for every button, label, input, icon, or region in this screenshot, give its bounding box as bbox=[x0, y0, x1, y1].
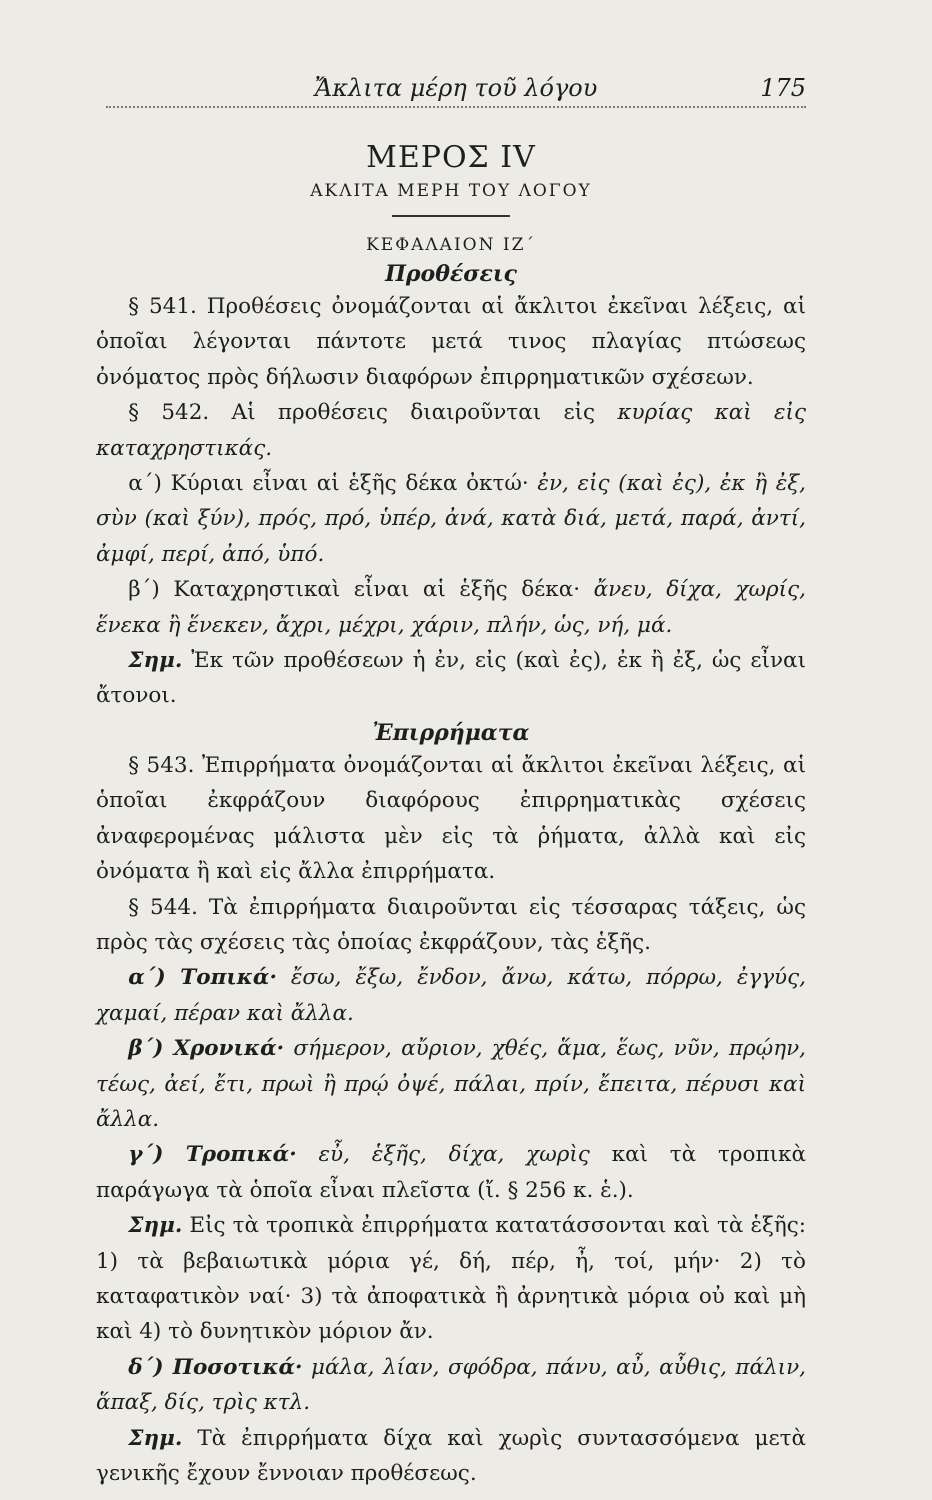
paragraph-542-terms: κυρίας καὶ εἰς καταχρηστικάς. bbox=[96, 400, 806, 461]
adverbs-quantity bbox=[96, 1350, 806, 1421]
paragraph-542b-list: ἄνευ, δίχα, χωρίς, ἕνεκα ἢ ἕνεκεν, ἄχρι, μέχρι, χάριν, πλήν, ὡς, νή, μά. bbox=[96, 577, 806, 638]
chapter-title: ΚΕΦΑΛΑΙΟΝ ΙΖ΄ bbox=[366, 235, 536, 255]
adverbs-modal-rest: καὶ τὰ τροπικὰ παράγωγα τὰ ὁποῖα εἶναι πλεῖστα (ἴ. § 256 κ. ἑ.). bbox=[96, 1142, 806, 1203]
note-2-text: Εἰς τὰ τροπικὰ ἐπιρρήματα κατατάσσονται καὶ τὰ ἑξῆς: 1) τὰ βεβαιωτικὰ μόρια γέ, δή, πέρ, ἦ, τοί, μήν· 2) τὸ καταφατικὸν ναί· 3) τὰ ἀποφατικὰ ἢ ἀρνητικὰ μόρια οὐ καὶ μὴ καὶ 4) τὸ δυνητικὸν μόριον ἄν. bbox=[96, 1213, 806, 1345]
adverbs-modal-list: εὖ, ἑξῆς, δίχα, χωρὶς bbox=[318, 1142, 590, 1168]
paragraph-543: § 543. Ἐπιρρήματα ὀνομάζονται αἱ ἄκλιτοι ἐκεῖναι λέξεις, αἱ ὁποῖαι ἐκφράζουν διαφόρους ἐπιρρηματικὰς σχέσεις ἀναφερομένας μάλιστα μὲν εἰς τὰ ῥήματα, ἀλλὰ καὶ εἰς ὀνόματα ἢ καὶ εἰς ἄλλα ἐπιρρήματα. bbox=[96, 752, 806, 885]
note-3-label: Σημ. bbox=[128, 1425, 183, 1451]
adverbs-local-label: α΄) Τοπικά· bbox=[128, 965, 277, 991]
paragraph-542b-lead: β΄) Καταχρηστικαὶ εἶναι αἱ ἑξῆς δέκα· bbox=[128, 577, 581, 603]
adverbs-local-list: ἔσω, ἔξω, ἔνδον, ἄνω, κάτω, πόρρω, ἐγγύς, χαμαί, πέραν καὶ ἄλλα. bbox=[96, 965, 806, 1026]
adverbs-temporal bbox=[96, 1031, 806, 1137]
section-heading-adverbs: Ἐπιρρήματα bbox=[372, 719, 530, 746]
note-3 bbox=[96, 1421, 806, 1492]
adverbs-modal-label: γ΄) Τροπικά· bbox=[128, 1142, 297, 1168]
paragraph-542b bbox=[96, 572, 806, 643]
part-title: ΜΕΡΟΣ IV bbox=[366, 140, 536, 175]
adverbs-temporal-label: β΄) Χρονικά· bbox=[128, 1036, 285, 1062]
adverbs-local bbox=[96, 960, 806, 1031]
paragraph-544: § 544. Τὰ ἐπιρρήματα διαιροῦνται εἰς τέσσαρας τάξεις, ὡς πρὸς τὰς σχέσεις τὰς ὁποίας ἐκφράζουν, τὰς ἑξῆς. bbox=[96, 894, 806, 955]
adverbs-modal bbox=[96, 1137, 806, 1208]
paragraph-542a-lead: α΄) Κύριαι εἶναι αἱ ἑξῆς δέκα ὀκτώ· bbox=[128, 471, 529, 497]
title-divider bbox=[392, 215, 510, 217]
note-2 bbox=[96, 1208, 806, 1350]
paragraph-541: § 541. Προθέσεις ὀνομάζονται αἱ ἄκλιτοι ἐκεῖναι λέξεις, αἱ ὁποῖαι λέγονται πάντοτε μετά τινος πλαγίας πτώσεως ὀνόματος πρὸς δήλωσιν διαφόρων ἐπιρρηματικῶν σχέσεων. bbox=[96, 294, 806, 390]
adverbs-quantity-list: μάλα, λίαν, σφόδρα, πάνυ, αὖ, αὖθις, πάλιν, ἅπαξ, δίς, τρὶς κτλ. bbox=[96, 1354, 807, 1416]
adverbs-temporal-list: σήμερον, αὔριον, χθές, ἅμα, ἕως, νῦν, πρῴην, τέως, ἀεί, ἔτι, πρωὶ ἢ πρῴ ὀψέ, πάλαι, πρίν, ἔπειτα, πέρυσι καὶ ἄλλα. bbox=[96, 1036, 806, 1132]
paragraph-542-lead: § 542. Αἱ προθέσεις διαιροῦνται εἰς bbox=[128, 400, 596, 426]
paragraph-542 bbox=[96, 395, 806, 466]
running-title: Ἄκλιτα μέρη τοῦ λόγου bbox=[314, 74, 598, 102]
note-2-label: Σημ. bbox=[128, 1213, 183, 1239]
note-1-label: Σημ. bbox=[128, 648, 183, 674]
section-heading-prepositions: Προθέσεις bbox=[385, 261, 517, 287]
running-header bbox=[106, 72, 806, 108]
paragraph-542a-list: ἐν, εἰς (καὶ ἐς), ἐκ ἢ ἐξ, σὺν (καὶ ξύν), πρός, πρό, ὑπέρ, ἀνά, κατὰ διά, μετά, παρά, ἀντί, ἀμφί, περί, ἀπό, ὑπό. bbox=[96, 471, 806, 567]
page-number: 175 bbox=[760, 74, 806, 102]
adverbs-quantity-label: δ΄) Ποσοτικά· bbox=[128, 1354, 303, 1380]
note-1 bbox=[96, 643, 806, 714]
note-1-text: Ἐκ τῶν προθέσεων ἡ ἐν, εἰς (καὶ ἐς), ἐκ ἢ ἐξ, ὡς εἶναι ἄτονοι. bbox=[96, 648, 807, 709]
part-subtitle: ΑΚΛΙΤΑ ΜΕΡΗ ΤΟΥ ΛΟΓΟΥ bbox=[310, 181, 592, 201]
note-3-text: Τὰ ἐπιρρήματα δίχα καὶ χωρὶς συντασσόμενα μετὰ γενικῆς ἔχουν ἔννοιαν προθέσεως. bbox=[96, 1425, 806, 1486]
paragraph-542a bbox=[96, 466, 806, 572]
